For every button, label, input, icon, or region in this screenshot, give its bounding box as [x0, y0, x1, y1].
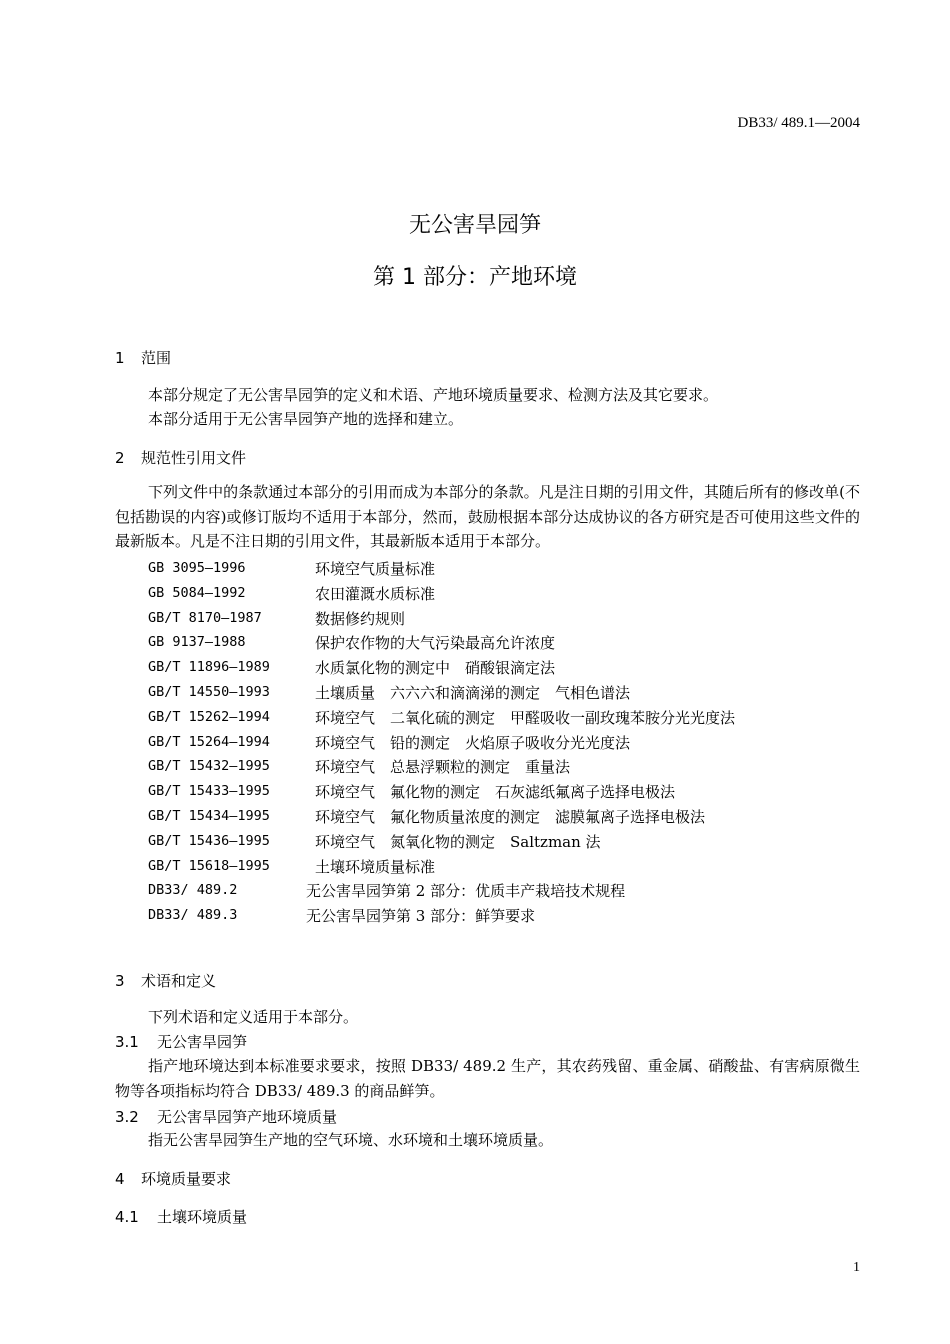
paragraph: 本部分规定了无公害旱园笋的定义和术语、产地环境质量要求、检测方法及其它要求。	[148, 386, 719, 404]
section-title: 范围	[141, 349, 172, 367]
reference-item	[148, 707, 736, 727]
reference-code: GB/T 15262—1994	[148, 708, 270, 725]
reference-title: 环境空气 二氧化硫的测定 甲醛吸收一副玫瑰苯胺分光光度法	[315, 708, 736, 727]
section-number: 1	[115, 349, 125, 367]
subsection-number: 3.2	[115, 1108, 139, 1126]
reference-code: GB 3095—1996	[148, 560, 246, 576]
subsection-number: 3.1	[115, 1033, 139, 1051]
section-4-heading	[115, 1168, 231, 1189]
reference-item	[148, 905, 536, 926]
reference-title: 土壤环境质量标准	[315, 857, 436, 876]
reference-item	[148, 558, 436, 578]
reference-code: GB/T 15433—1995	[148, 783, 270, 800]
subsection-3-1-heading	[115, 1031, 247, 1052]
reference-title: 土壤质量 六六六和滴滴涕的测定 气相色谱法	[315, 684, 631, 702]
reference-code: GB 5084—1992	[148, 584, 246, 601]
subsection-number: 4.1	[115, 1208, 139, 1226]
reference-code: GB/T 15264—1994	[148, 733, 270, 750]
section-number: 4	[115, 1170, 125, 1188]
reference-title: 无公害旱园笋第 2 部分：优质丰产栽培技术规程	[306, 882, 626, 901]
reference-title: 环境空气质量标准	[315, 560, 436, 578]
reference-code: GB/T 15432—1995	[148, 758, 270, 775]
reference-title: 环境空气 铅的测定 火焰原子吸收分光光度法	[315, 733, 631, 752]
reference-code: GB/T 11896—1989	[148, 659, 270, 676]
subsection-title: 无公害旱园笋产地环境质量	[157, 1108, 338, 1126]
reference-item	[148, 608, 406, 628]
subsection-title: 无公害旱园笋	[157, 1033, 248, 1051]
reference-item	[148, 632, 556, 653]
paragraph: 本部分适用于无公害旱园笋产地的选择和建立。	[148, 410, 464, 428]
subsection-3-2-heading	[115, 1106, 337, 1127]
reference-code: DB33/ 489.2	[148, 882, 238, 899]
page-number: 1	[853, 1260, 860, 1275]
reference-item	[148, 583, 436, 603]
reference-title: 保护农作物的大气污染最高允许浓度	[315, 634, 556, 653]
section-2-heading	[115, 447, 246, 468]
paragraph: 下列文件中的条款通过本部分的引用而成为本部分的条款。凡是注日期的引用文件，其随后所有的修改单(不包括勘误的内容)或修订版均不适用于本部分，然而，鼓励根据本部分达成协议的各方研究是否可使用这些文件的最新版本。凡是不注日期的引用文件，其最新版本适用于本部分。	[115, 483, 860, 550]
section-title: 规范性引用文件	[141, 449, 247, 467]
reference-title: 环境空气 氟化物质量浓度的测定 滤膜氟离子选择电极法	[315, 808, 706, 826]
reference-item	[148, 781, 676, 802]
subsection-4-1-heading	[115, 1206, 247, 1227]
reference-code: GB/T 8170—1987	[148, 609, 262, 626]
section-title: 术语和定义	[141, 972, 217, 990]
reference-item	[148, 732, 631, 752]
section-number: 3	[115, 972, 125, 990]
section-title: 环境质量要求	[141, 1170, 232, 1188]
section-3-heading	[115, 970, 216, 991]
paragraph: 下列术语和定义适用于本部分。	[148, 1008, 359, 1026]
section-1-heading	[115, 347, 171, 368]
reference-item	[148, 756, 571, 777]
subsection-title: 土壤环境质量	[157, 1208, 248, 1226]
section-number: 2	[115, 449, 125, 467]
reference-title: 水质氯化物的测定中 硝酸银滴定法	[315, 659, 556, 678]
reference-title: 数据修约规则	[315, 609, 406, 628]
document-title: 无公害旱园笋	[408, 213, 541, 238]
reference-code: GB/T 15618—1995	[148, 857, 270, 874]
reference-title: 环境空气 总悬浮颗粒的测定 重量法	[315, 758, 571, 777]
reference-title: 农田灌溉水质标准	[315, 584, 436, 603]
reference-item	[148, 856, 436, 876]
reference-code: GB 9137—1988	[148, 634, 246, 651]
reference-title: 环境空气 氟化物的测定 石灰滤纸氟离子选择电极法	[315, 783, 676, 802]
paragraph: 指产地环境达到本标准要求要求，按照 DB33/ 489.2 生产，其农药残留、重金属、硝酸盐、有害病原微生物等各项指标均符合 DB33/ 489.3 的商品鲜笋。	[115, 1057, 860, 1100]
paragraph: 指无公害旱园笋生产地的空气环境、水环境和土壤环境质量。	[148, 1131, 554, 1149]
standard-number: DB33/ 489.1—2004	[737, 115, 860, 131]
reference-code: GB/T 15434—1995	[148, 808, 270, 824]
reference-title: 环境空气 氮氧化物的测定 Saltzman 法	[315, 832, 601, 851]
reference-item	[148, 657, 556, 678]
document-subtitle: 第 1 部分：产地环境	[373, 265, 577, 290]
reference-code: GB/T 14550—1993	[148, 684, 270, 700]
reference-title: 无公害旱园笋第 3 部分：鲜笋要求	[306, 907, 536, 926]
reference-code: GB/T 15436—1995	[148, 832, 270, 849]
reference-item	[148, 806, 706, 826]
reference-item	[148, 831, 601, 851]
reference-code: DB33/ 489.3	[148, 907, 238, 924]
reference-item	[148, 880, 626, 901]
reference-item	[148, 682, 631, 702]
